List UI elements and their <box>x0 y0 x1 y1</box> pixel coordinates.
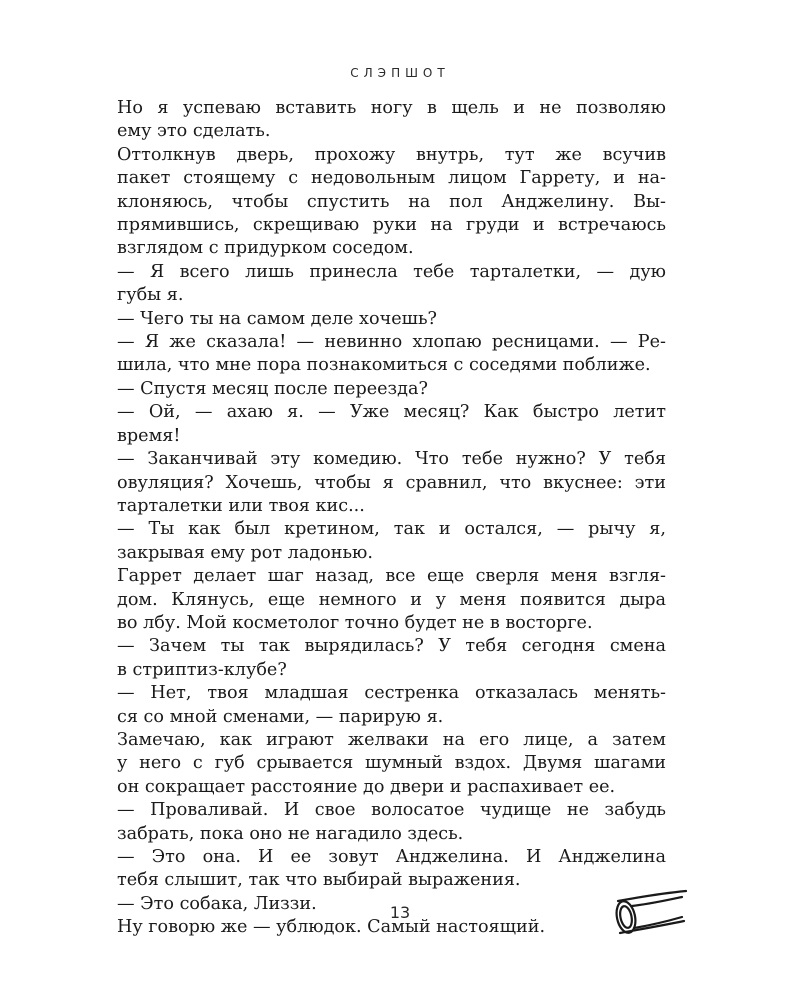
running-head: СЛЭПШОТ <box>350 66 450 80</box>
text-line: ся со мной сменами, — парирую я. <box>117 706 444 727</box>
text-line: — Зачем ты так вырядилась? У тебя сегодня смена <box>117 636 666 657</box>
text-line: тебя слышит, так что выбирай выражения. <box>117 870 521 891</box>
text-line: — Это собака, Лиззи. <box>117 893 317 914</box>
text-line: губы я. <box>117 285 184 306</box>
text-line: — Это она. И ее зовут Анджелина. И Анджелина <box>117 847 666 867</box>
body-text <box>117 97 666 940</box>
text-line: Оттолкнув дверь, прохожу внутрь, тут же всучив <box>117 144 666 165</box>
text-line: — Я всего лишь принесла тебе тарталетки, — дую <box>117 261 666 282</box>
text-line: у него с губ срывается шумный вздох. Двумя шагами <box>117 753 666 774</box>
shot-glass-icon <box>610 887 690 947</box>
text-line: во лбу. Мой косметолог точно будет не в восторге. <box>117 612 593 633</box>
text-line: дом. Клянусь, еще немного и у меня появится дыра <box>117 589 666 610</box>
text-line: прямившись, скрещиваю руки на груди и встречаюсь <box>117 215 666 236</box>
text-line: закрывая ему рот ладонью. <box>117 542 373 563</box>
text-line: Гаррет делает шаг назад, все еще сверля меня взгля- <box>117 566 666 587</box>
text-line: — Чего ты на самом деле хочешь? <box>117 308 437 329</box>
text-line: ему это сделать. <box>117 121 271 142</box>
text-line: в стриптиз-клубе? <box>117 659 287 680</box>
text-line: — Нет, твоя младшая сестренка отказалась менять- <box>117 683 666 704</box>
text-line: — Ты как был кретином, так и остался, — рычу я, <box>117 519 666 540</box>
text-line: — Спустя месяц после переезда? <box>117 378 428 399</box>
text-line: шила, что мне пора познакомиться с соседями поближе. <box>117 355 651 376</box>
text-line: Замечаю, как играют желваки на его лице, а затем <box>117 729 666 750</box>
text-line: он сокращает расстояние до двери и распахивает ее. <box>117 776 616 797</box>
page-number: 13 <box>389 903 411 922</box>
text-line: овуляция? Хочешь, чтобы я сравнил, что вкуснее: эти <box>117 472 666 493</box>
text-line: клоняюсь, чтобы спустить на пол Анджелину. Вы- <box>117 191 666 212</box>
text-line: — Я же сказала! — невинно хлопаю ресницами. — Ре- <box>117 332 666 353</box>
text-line: — Заканчивай эту комедию. Что тебе нужно? У тебя <box>117 449 666 470</box>
text-line: взглядом с придурком соседом. <box>117 238 414 259</box>
text-line: — Ой, — ахаю я. — Уже месяц? Как быстро летит <box>117 402 666 423</box>
text-line: Но я успеваю вставить ногу в щель и не позволяю <box>117 98 666 118</box>
text-line: забрать, пока оно не нагадило здесь. <box>117 823 464 844</box>
text-line: — Проваливай. И свое волосатое чудище не забудь <box>117 800 666 821</box>
text-line: Ну говорю же — ублюдок. Самый настоящий. <box>117 917 546 938</box>
text-line: пакет стоящему с недовольным лицом Гаррету, и на- <box>117 168 666 189</box>
text-line: время! <box>117 425 181 446</box>
text-line: тарталетки или твоя кис... <box>117 495 365 516</box>
